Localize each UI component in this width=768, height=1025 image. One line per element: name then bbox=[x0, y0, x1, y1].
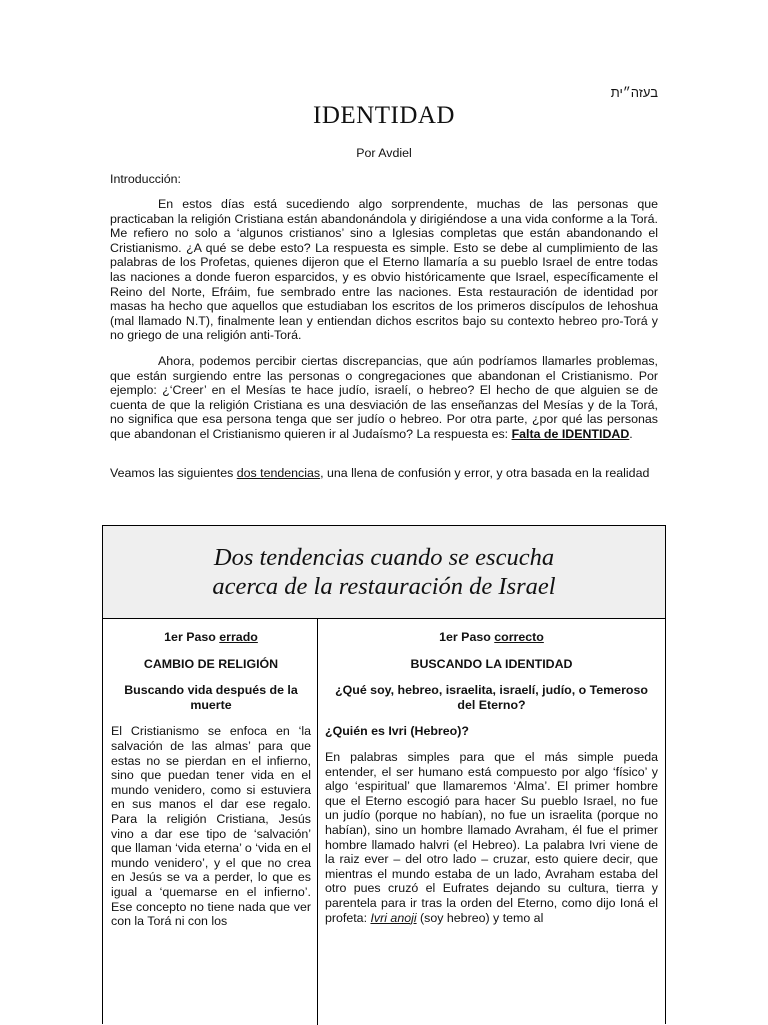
right-subtitle: ¿Qué soy, hebreo, israelita, israelí, judío, o Temeroso del Eterno? bbox=[335, 683, 648, 712]
right-step bbox=[325, 630, 658, 645]
paragraph-3-start: Veamos las siguientes bbox=[110, 466, 237, 480]
left-subtitle: Buscando vida después de la muerte bbox=[124, 683, 298, 712]
paragraph-2 bbox=[110, 354, 658, 442]
paragraph-3 bbox=[110, 466, 658, 481]
paragraph-2-bold: Falta de IDENTIDAD bbox=[511, 426, 630, 441]
right-question: ¿Quién es Ivri (Hebreo)? bbox=[325, 724, 469, 739]
right-body bbox=[325, 750, 658, 925]
left-step-prefix: 1er Paso bbox=[164, 630, 220, 644]
paragraph-1: En estos días está sucediendo algo sorprendente, muchas de las personas que practicaban la religión Cristiana están abandonándola y dirigiéndose a una vida conforme a la Torá. Me refiero no solo a ‘algunos cristianos’ sino a Iglesias completas que están abandonando el Cristianismo. ¿A qué se debe esto? La respuesta es simple. Esto se debe al cumplimiento de las palabras de los Profetas, quienes dijeron que el Eterno llamaría a su pueblo Israel de entre todas las naciones a donde fueron esparcidos, y es obvio históricamente que Israel, específicamente el Reino del Norte, Efráim, fue sembrado entre las naciones. Esta restauración de identidad por masas ha hecho que aquellos que estudiaban los escritos de los primeros discípulos de Iehoshua (mal llamado N.T), finalmente lean y entiendan dichos escritos bajo su contexto hebreo pro-Torá y no griego de una religión anti-Torá. bbox=[110, 197, 658, 343]
table-columns bbox=[103, 619, 665, 1025]
left-title: CAMBIO DE RELIGIÓN bbox=[143, 656, 279, 671]
intro-label: Introducción: bbox=[110, 172, 181, 186]
left-body: El Cristianismo se enfoca en ‘la salvación de las almas’ para que estas no se pierdan en el infierno, sino que puedan tener vida en el mundo venidero, como si estuviera en sus manos el dar ese regalo. Para la religión Cristiana, Jesús vino a dar ese tipo de ‘salvación’ que llaman ‘vida eterna’ o ‘vida en el mundo venidero’, y el que no crea en Jesús se va a perder, lo que es igual a ‘quemarse en el infierno’. Ese concepto no tiene nada que ver con la Torá ni con los bbox=[111, 724, 311, 929]
hebrew-header: בעזה״ית bbox=[610, 85, 658, 100]
author-line: Por Avdiel bbox=[356, 146, 412, 160]
right-title: BUSCANDO LA IDENTIDAD bbox=[410, 656, 573, 671]
table-heading-line-1: Dos tendencias cuando se escucha bbox=[213, 544, 555, 571]
paragraph-2-end: . bbox=[629, 426, 633, 441]
right-step-prefix: 1er Paso bbox=[439, 630, 495, 644]
paragraph-2-text: Ahora, podemos percibir ciertas discrepancias, que aún podríamos llamarles problemas, que están surgiendo entre las personas o congregaciones que abandonan el Cristianismo. Por ejemplo: ¿‘Creer’ en el Mesías te hace judío, israelí, o hebreo? El hecho de que alguien se de cuenta de que la religión Cristiana es una desviación de las enseñanzas del Mesías y de la Torá, no significa que esa persona tenga que ser judío o hebreo. Por otra parte, ¿por qué las personas que abandonan el Cristianismo quieren ir al Judaísmo? La respuesta es: bbox=[110, 354, 658, 441]
right-body-end: (soy hebreo) y temo al bbox=[416, 910, 544, 925]
comparison-table bbox=[102, 525, 666, 1024]
left-step bbox=[111, 630, 311, 645]
paragraph-3-underline: dos tendencias bbox=[236, 466, 321, 480]
right-body-start: En palabras simples para que el más simple pueda entender, el ser humano está compuesto por algo ‘físico’ y algo ‘espiritual’ que llamaremos ‘Alma’. El primer hombre que el Eterno escogió para hacer Su pueblo Israel, no fue un judío (porque no habían), no fue un israelita (porque no habían), sino un hombre llamado Avraham, él fue el primer hombre llamado halvri (el Hebreo). La palabra Ivri viene de la raiz ever – del otro lado – cruzar, esto quiere decir, que mientras el mundo estaba de un lado, Avraham estaba del otro pues cruzó el Eufrates dejando su cultura, tierra y parentela para ir tras la orden del Eterno, como dijo Ioná el profeta: bbox=[325, 749, 658, 925]
page-title: IDENTIDAD bbox=[313, 102, 455, 129]
right-step-word: correcto bbox=[494, 630, 544, 644]
table-heading-line-2: acerca de la restauración de Israel bbox=[212, 573, 556, 600]
left-step-word: errado bbox=[219, 630, 258, 644]
right-body-italic: Ivri anoji bbox=[370, 910, 417, 925]
paragraph-3-end: , una llena de confusión y error, y otra basada en la realidad bbox=[320, 466, 650, 480]
right-column bbox=[318, 619, 665, 1025]
table-heading bbox=[103, 526, 665, 619]
left-column bbox=[103, 619, 318, 1025]
